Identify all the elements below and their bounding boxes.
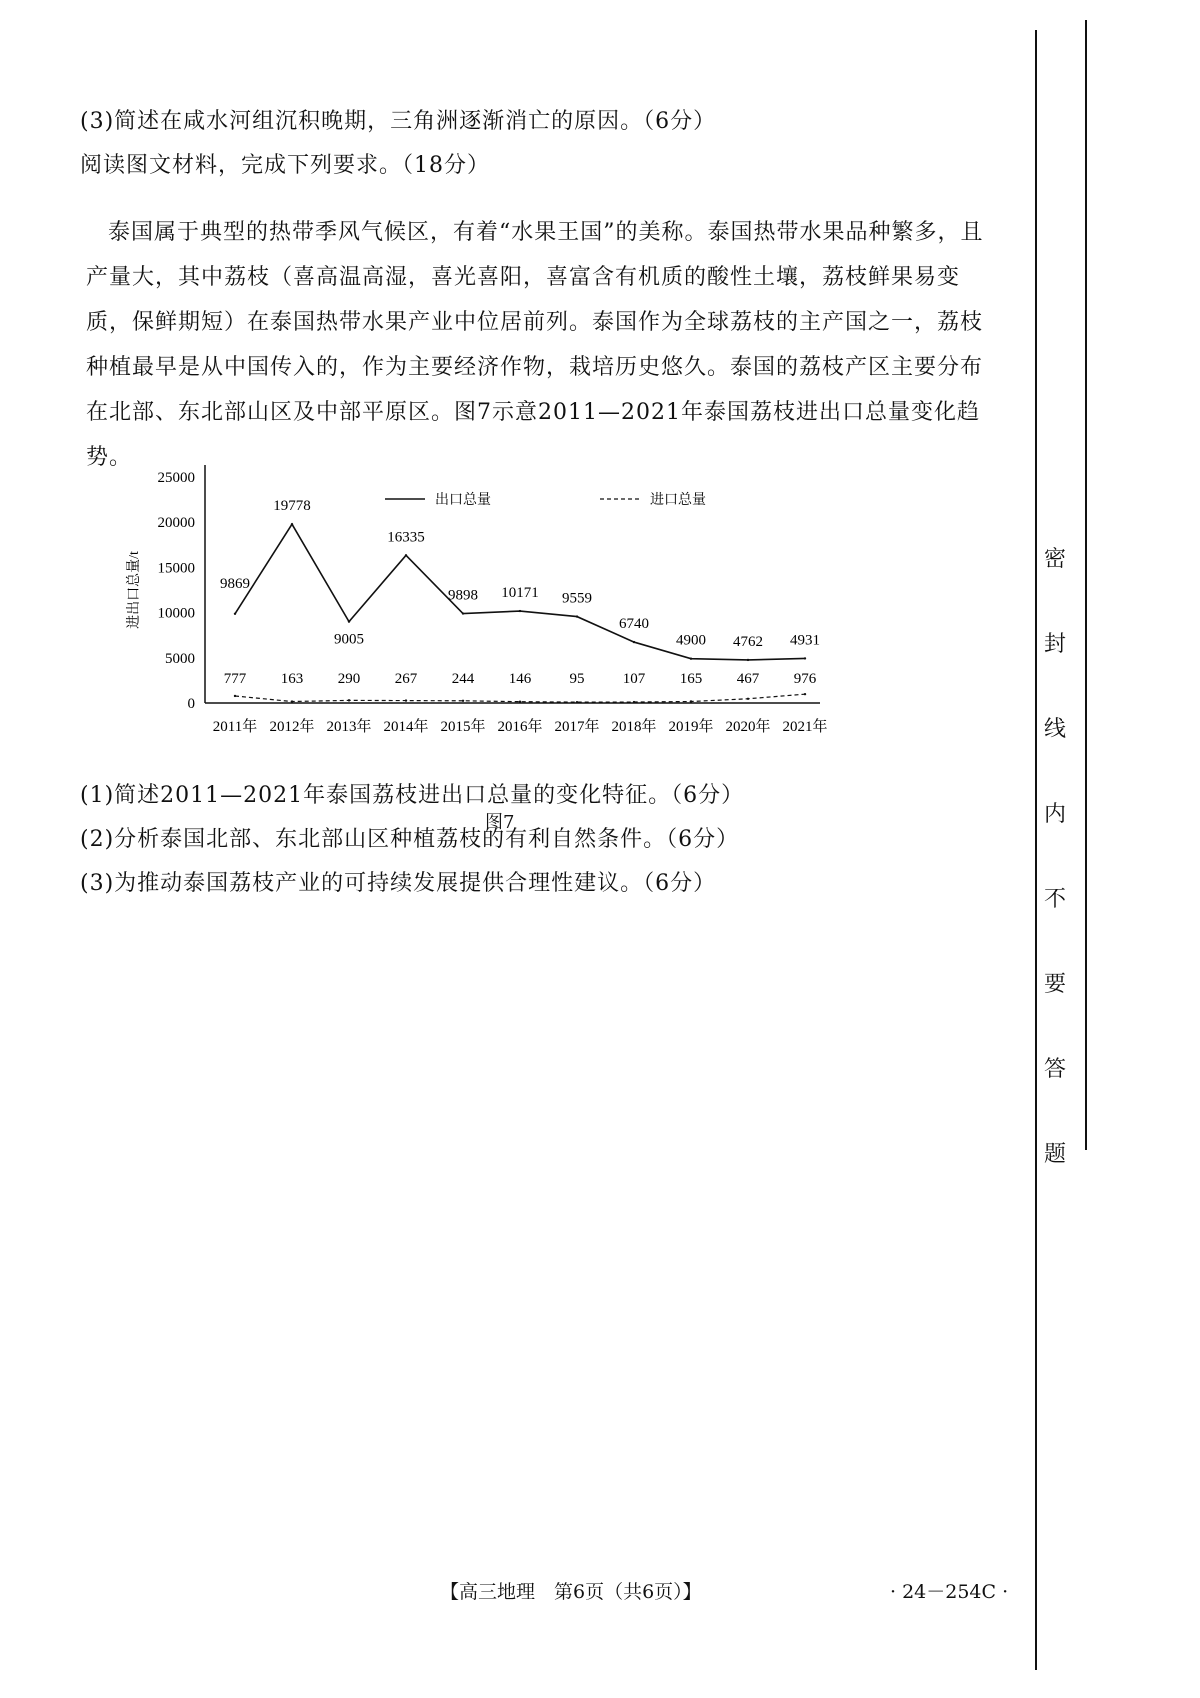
import-point xyxy=(576,701,578,703)
x-tick-label: 2016年 xyxy=(497,719,543,735)
y-tick-label: 5000 xyxy=(165,650,195,667)
previous-question-3: (3)简述在咸水河组沉积晚期，三角洲逐渐消亡的原因。（6分） xyxy=(80,109,717,134)
binding-char: 内 xyxy=(1043,802,1066,827)
export-data-label: 4900 xyxy=(676,632,706,649)
question-1: (1)简述2011—2021年泰国荔枝进出口总量的变化特征。（6分） xyxy=(80,783,745,808)
section-instruction: 阅读图文材料，完成下列要求。（18分） xyxy=(80,153,490,178)
export-data-label: 9559 xyxy=(562,590,592,607)
x-tick-label: 2015年 xyxy=(440,719,486,735)
export-point xyxy=(234,613,236,615)
material-text: 泰国属于典型的热带季风气候区，有着“水果王国”的美称。泰国热带水果品种繁多，且产量大，其中荔枝（喜高温高湿，喜光喜阳，喜富含有机质的酸性土壤，荔枝鲜果易变质，保鲜期短）在泰国热带水果产业中位居前列。泰国作为全球荔枝的主产国之一，荔枝种植最早是从中国传入的，作为主要经济作物，栽培历史悠久。泰国的荔枝产区主要分布在北部、东北部山区及中部平原区。图7示意2011—2021年泰国荔枝进出口总量变化趋势。 xyxy=(86,220,984,470)
x-tick-label: 2021年 xyxy=(782,719,828,735)
import-data-label: 165 xyxy=(679,671,703,687)
export-point xyxy=(519,610,521,612)
import-point xyxy=(633,701,635,703)
footer-paper-code: · 24－254C · xyxy=(890,1581,1009,1603)
import-point xyxy=(291,700,293,702)
export-point xyxy=(291,523,293,525)
export-point xyxy=(804,657,806,659)
import-data-label: 107 xyxy=(622,671,646,687)
export-data-label: 4931 xyxy=(790,632,820,649)
import-point xyxy=(519,700,521,702)
export-point xyxy=(690,658,692,660)
binding-char: 不 xyxy=(1043,887,1066,912)
material-paragraph xyxy=(86,210,1001,480)
chart-svg xyxy=(120,455,840,775)
binding-char: 密 xyxy=(1043,547,1066,572)
export-data-label: 4762 xyxy=(733,633,763,650)
footer-page-info: 【高三地理 第6页（共6页）】 xyxy=(440,1581,702,1603)
export-point xyxy=(348,620,350,622)
x-tick-label: 2020年 xyxy=(725,719,771,735)
figure-caption: 图7 xyxy=(485,812,515,833)
x-tick-label: 2012年 xyxy=(269,719,315,735)
export-point xyxy=(633,641,635,643)
y-tick-label: 15000 xyxy=(157,560,195,577)
export-point xyxy=(747,659,749,661)
binding-char: 答 xyxy=(1043,1057,1066,1082)
binding-char: 要 xyxy=(1043,972,1066,997)
x-tick-label: 2011年 xyxy=(212,719,258,735)
x-tick-label: 2014年 xyxy=(383,719,429,735)
question-2: (2)分析泰国北部、东北部山区种植荔枝的有利自然条件。（6分） xyxy=(80,827,740,852)
question-3: (3)为推动泰国荔枝产业的可持续发展提供合理性建议。（6分） xyxy=(80,871,717,896)
import-data-label: 146 xyxy=(508,671,532,687)
export-data-label: 9898 xyxy=(448,587,478,604)
y-tick-label: 20000 xyxy=(157,515,195,532)
x-tick-label: 2017年 xyxy=(554,719,600,735)
import-data-label: 290 xyxy=(337,671,361,687)
legend-label-export: 出口总量 xyxy=(435,493,491,508)
import-point xyxy=(348,699,350,701)
export-point xyxy=(576,615,578,617)
import-data-label: 467 xyxy=(736,671,760,687)
import-data-label: 777 xyxy=(223,671,247,687)
y-tick-label: 0 xyxy=(187,696,195,712)
import-point xyxy=(405,699,407,701)
binding-margin-text xyxy=(1035,545,1075,1225)
export-data-label: 10171 xyxy=(501,585,539,602)
binding-char: 线 xyxy=(1043,717,1066,742)
import-data-label: 244 xyxy=(451,671,475,687)
line-chart xyxy=(120,455,840,779)
import-point xyxy=(747,698,749,700)
legend-label-import: 进口总量 xyxy=(650,493,706,508)
export-data-label: 9005 xyxy=(334,631,364,648)
export-data-label: 16335 xyxy=(387,529,425,546)
import-data-label: 95 xyxy=(569,671,585,687)
y-axis-label: 进出口总量/t xyxy=(127,551,142,629)
import-point xyxy=(462,700,464,702)
import-data-label: 976 xyxy=(793,671,817,687)
export-data-label: 19778 xyxy=(273,498,311,515)
import-point xyxy=(690,700,692,702)
binding-char: 封 xyxy=(1043,632,1066,657)
binding-line-right xyxy=(1085,20,1087,1150)
y-tick-label: 25000 xyxy=(157,470,195,486)
export-point xyxy=(405,554,407,556)
binding-char: 题 xyxy=(1043,1142,1066,1167)
x-tick-label: 2013年 xyxy=(326,719,372,735)
import-data-label: 267 xyxy=(394,671,418,687)
x-tick-label: 2018年 xyxy=(611,719,657,735)
y-tick-label: 10000 xyxy=(157,605,195,622)
export-data-label: 9869 xyxy=(220,575,250,592)
export-data-label: 6740 xyxy=(619,616,649,633)
x-tick-label: 2019年 xyxy=(668,719,714,735)
import-point xyxy=(234,695,236,697)
export-point xyxy=(462,612,464,614)
import-data-label: 163 xyxy=(280,671,304,687)
import-point xyxy=(804,693,806,695)
